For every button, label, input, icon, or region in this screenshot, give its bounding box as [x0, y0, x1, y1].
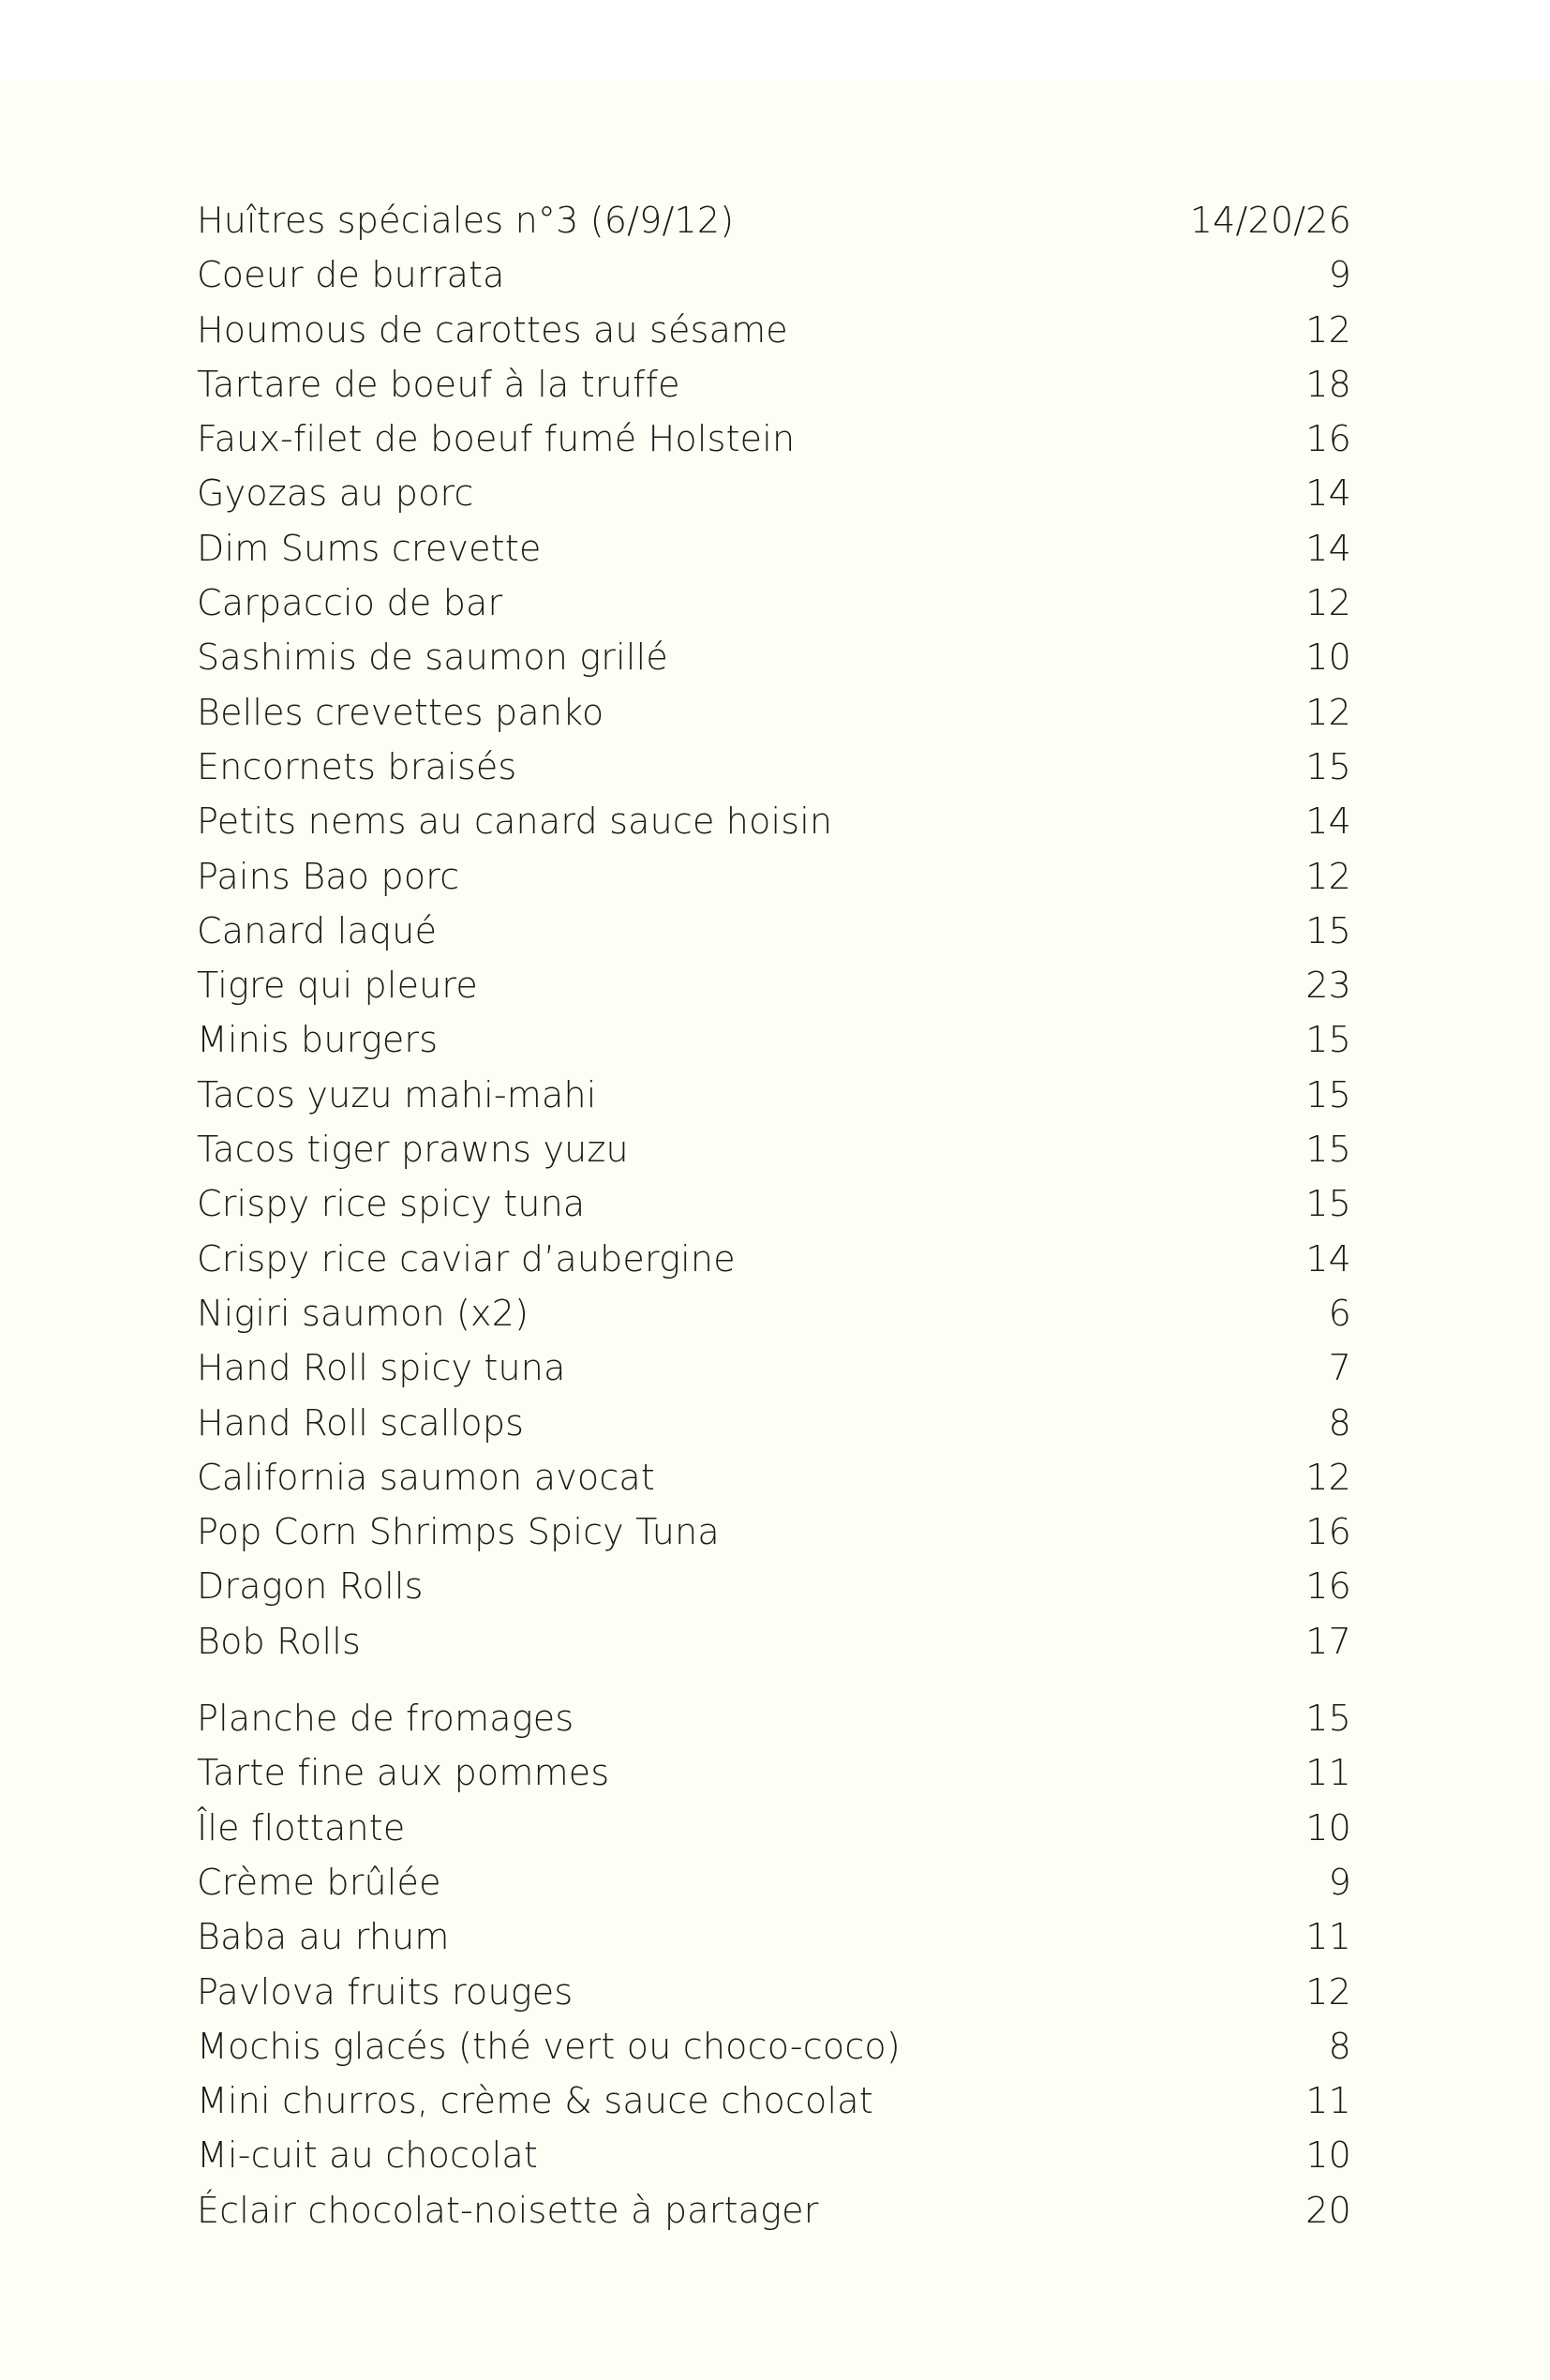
menu-item-name: Dragon Rolls	[197, 1565, 424, 1608]
menu-item-name: Pop Corn Shrimps Spicy Tuna	[197, 1511, 720, 1553]
menu-item	[197, 1450, 1351, 1504]
menu-item-name: Tacos yuzu mahi-mahi	[197, 1073, 597, 1115]
menu-item-price: 14/20/26	[1189, 200, 1351, 241]
menu-item	[197, 303, 1351, 357]
menu-item-name: Tarte fine aux pommes	[197, 1752, 610, 1794]
menu-item-name: Dim Sums crevette	[197, 527, 542, 569]
menu-item-price: 17	[1305, 1620, 1351, 1662]
menu-item-price: 7	[1328, 1347, 1351, 1389]
menu-item-name: Hand Roll spicy tuna	[197, 1347, 566, 1389]
menu-item-name: Crispy rice caviar d’aubergine	[197, 1237, 736, 1280]
menu-item-name: Mochis glacés (thé vert ou choco-coco)	[197, 2025, 901, 2067]
menu-item-name: Tacos tiger prawns yuzu	[197, 1129, 629, 1171]
menu-item-price: 12	[1305, 1970, 1351, 2013]
menu-item	[197, 466, 1351, 520]
menu-item	[197, 1855, 1351, 1909]
menu-item-name: Gyozas au porc	[197, 472, 474, 515]
menu-item-price: 16	[1305, 1511, 1351, 1553]
menu-item-price: 15	[1305, 1019, 1351, 1061]
menu-item-price: 12	[1305, 1456, 1351, 1498]
menu-item-price: 10	[1305, 636, 1351, 679]
menu-item	[197, 630, 1351, 684]
menu-item	[197, 1340, 1351, 1395]
menu-item-price: 16	[1305, 418, 1351, 460]
menu-item	[197, 1691, 1351, 1745]
menu-item	[197, 357, 1351, 412]
menu-item-price: 15	[1305, 1698, 1351, 1740]
menu-item-price: 12	[1305, 691, 1351, 733]
menu-item	[197, 193, 1351, 247]
menu-item	[197, 1068, 1351, 1122]
menu-item-name: Minis burgers	[197, 1019, 439, 1061]
menu-item	[197, 1504, 1351, 1559]
menu-item	[197, 740, 1351, 794]
menu-item-price: 20	[1305, 2189, 1351, 2231]
menu-item-name: Tartare de boeuf à la truffe	[197, 363, 680, 405]
menu-item-price: 12	[1305, 855, 1351, 897]
menu-item-name: Pavlova fruits rouges	[197, 1970, 574, 2013]
menu-item	[197, 1559, 1351, 1613]
menu-item	[197, 1745, 1351, 1800]
menu-item-name: Belles crevettes panko	[197, 691, 604, 733]
menu-item-price: 10	[1305, 1806, 1351, 1849]
menu-item-name: California saumon avocat	[197, 1456, 656, 1498]
menu-item	[197, 2183, 1351, 2238]
desserts-section	[197, 1691, 1351, 2238]
menu-item-price: 23	[1305, 965, 1351, 1007]
menu-item-name: Crispy rice spicy tuna	[197, 1183, 586, 1225]
menu-item	[197, 2128, 1351, 2182]
menu-item-name: Éclair chocolat-noisette à partager	[197, 2189, 819, 2231]
menu-item	[197, 1909, 1351, 1964]
menu-item-name: Planche de fromages	[197, 1698, 574, 1740]
menu-item-price: 9	[1328, 254, 1351, 296]
menu-item-name: Coeur de burrata	[197, 254, 505, 296]
menu-item-name: Pains Bao porc	[197, 855, 460, 897]
menu-item-price: 10	[1305, 2134, 1351, 2177]
menu-item-price: 15	[1305, 909, 1351, 951]
menu-item-price: 12	[1305, 582, 1351, 624]
menu-item-name: Encornets braisés	[197, 745, 517, 787]
menu-item-price: 14	[1305, 472, 1351, 515]
menu-item	[197, 521, 1351, 576]
menu-item	[197, 1614, 1351, 1669]
menu-item-name: Mi-cuit au chocolat	[197, 2134, 538, 2177]
menu-item	[197, 247, 1351, 302]
menu-item-name: Houmous de carottes au sésame	[197, 308, 788, 351]
menu-item-price: 9	[1328, 1861, 1351, 1903]
menu-item	[197, 1396, 1351, 1450]
menu-item-price: 8	[1328, 2025, 1351, 2067]
menu-item-name: Canard laqué	[197, 909, 438, 951]
menu-item	[197, 2019, 1351, 2073]
menu-item-name: Petits nems au canard sauce hoisin	[197, 801, 833, 843]
menu-item-price: 15	[1305, 745, 1351, 787]
menu-item-name: Sashimis de saumon grillé	[197, 636, 668, 679]
menu-item-price: 15	[1305, 1129, 1351, 1171]
menu-item-name: Carpaccio de bar	[197, 582, 503, 624]
menu-item-price: 14	[1305, 1237, 1351, 1280]
savory-section	[197, 193, 1351, 1669]
menu-item	[197, 1286, 1351, 1340]
menu-item-price: 14	[1305, 801, 1351, 843]
menu-item-name: Bob Rolls	[197, 1620, 361, 1662]
menu-item	[197, 1122, 1351, 1176]
menu-item-price: 14	[1305, 527, 1351, 569]
menu-item-price: 15	[1305, 1183, 1351, 1225]
menu-item-name: Île flottante	[197, 1806, 406, 1849]
menu-card	[0, 82, 1550, 2380]
menu-item-name: Crème brûlée	[197, 1861, 441, 1903]
menu-item	[197, 1012, 1351, 1067]
menu-item-name: Huîtres spéciales n°3 (6/9/12)	[197, 200, 735, 241]
menu-item	[197, 794, 1351, 848]
menu-item-price: 6	[1328, 1292, 1351, 1334]
menu-list	[197, 193, 1351, 2238]
menu-item	[197, 1232, 1351, 1286]
menu-item	[197, 849, 1351, 904]
menu-item-name: Tigre qui pleure	[197, 965, 479, 1007]
menu-item-price: 11	[1305, 1916, 1351, 1958]
menu-item-price: 16	[1305, 1565, 1351, 1608]
menu-item	[197, 904, 1351, 958]
menu-item-name: Hand Roll scallops	[197, 1401, 525, 1444]
menu-item-name: Nigiri saumon (x2)	[197, 1292, 529, 1334]
menu-item-price: 12	[1305, 308, 1351, 351]
menu-item-price: 11	[1305, 1752, 1351, 1794]
menu-item	[197, 1801, 1351, 1855]
menu-item	[197, 576, 1351, 630]
menu-item-name: Faux-filet de boeuf fumé Holstein	[197, 418, 796, 460]
menu-item-price: 8	[1328, 1401, 1351, 1444]
menu-item	[197, 1965, 1351, 2019]
menu-item-price: 15	[1305, 1073, 1351, 1115]
menu-item-name: Mini churros, crème & sauce chocolat	[197, 2080, 873, 2122]
menu-item	[197, 412, 1351, 466]
menu-item	[197, 958, 1351, 1012]
menu-item	[197, 1176, 1351, 1231]
menu-item	[197, 685, 1351, 740]
menu-item	[197, 2073, 1351, 2128]
menu-item-price: 18	[1305, 363, 1351, 405]
menu-item-name: Baba au rhum	[197, 1916, 450, 1958]
menu-item-price: 11	[1305, 2080, 1351, 2122]
